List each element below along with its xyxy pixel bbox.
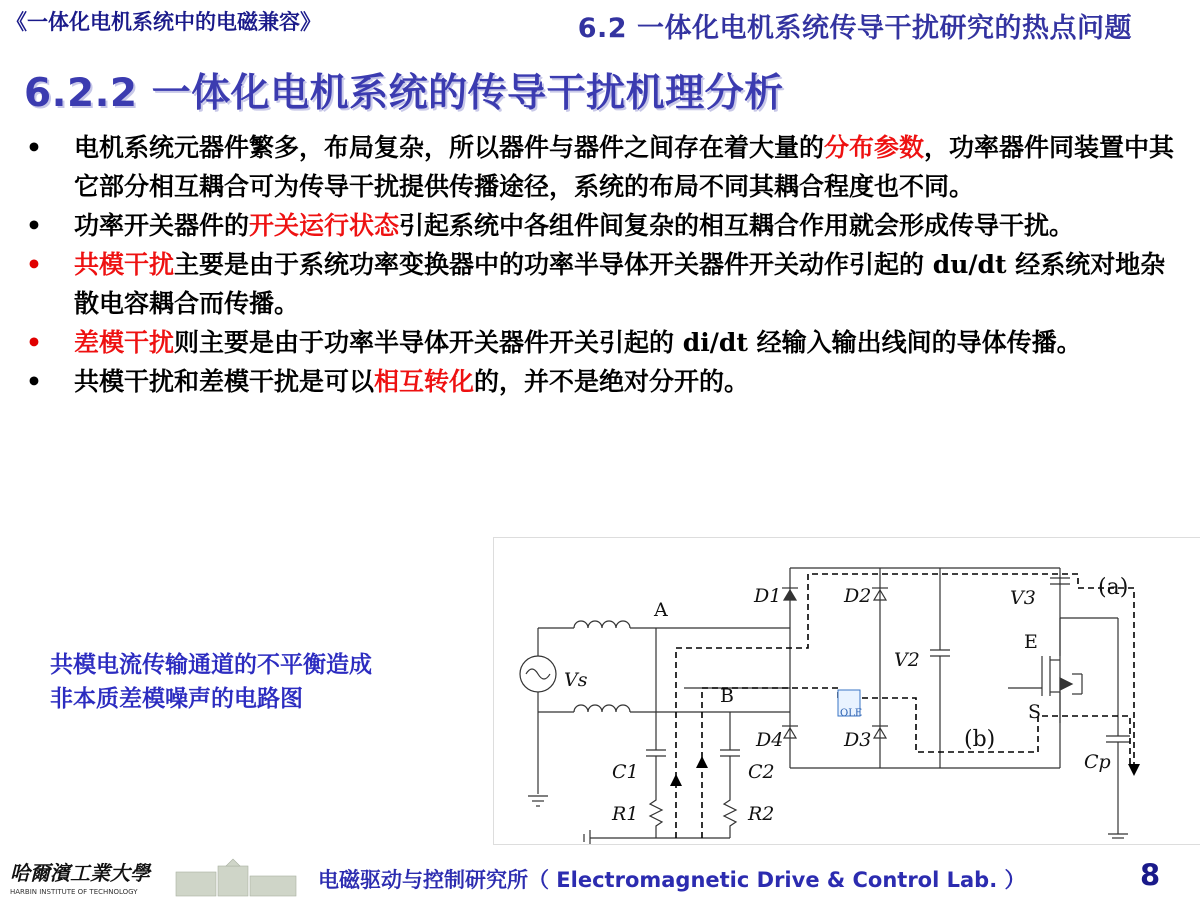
label-S: S	[1028, 701, 1042, 723]
inductor-top	[574, 621, 630, 628]
highlight-distributed-parameters: 分布参数	[824, 133, 925, 162]
bullet-dot: •	[26, 250, 42, 279]
label-R1: R1	[612, 803, 639, 825]
bullet-dot: •	[26, 367, 42, 396]
bullet-text: 经输入输出线间的导体传播。	[747, 328, 1082, 357]
bullet-item	[18, 206, 1183, 245]
header-section-title: 6.2 一体化电机系统传导干扰研究的热点问题	[577, 13, 1132, 44]
bullet-text: 引起系统中各组件间复杂的相互耦合作用就会形成传导干扰。	[399, 211, 1075, 240]
bullet-dot: •	[26, 211, 42, 240]
bullet-list	[18, 128, 1183, 401]
university-logo	[6, 858, 306, 898]
label-Vs: Vs	[564, 669, 588, 691]
label-C2: C2	[748, 761, 775, 783]
label-V3: V3	[1010, 587, 1036, 609]
header-course-title: 《一体化电机系统中的电磁兼容》	[6, 10, 321, 34]
bullet-dot: •	[26, 133, 42, 162]
highlight-differential-mode: 差模干扰	[74, 328, 175, 357]
formula-du-dt: du/dt	[932, 250, 1007, 279]
label-R2: R2	[748, 803, 775, 825]
highlight-mutual-conversion: 相互转化	[374, 367, 475, 396]
page-number: 8	[1140, 858, 1161, 892]
bullet-text: 则主要是由于功率半导体开关器件开关引起的	[174, 328, 683, 357]
label-D2: D2	[844, 585, 872, 607]
circuit-svg	[494, 538, 1200, 844]
label-V2: V2	[894, 649, 920, 671]
bullet-dot: •	[26, 328, 42, 357]
label-E: E	[1024, 631, 1038, 653]
label-D1: D1	[754, 585, 782, 607]
label-D4: D4	[756, 729, 784, 751]
highlight-switching-state: 开关运行状态	[249, 211, 400, 240]
bullet-text: 功率开关器件的	[74, 211, 250, 240]
bullet-item	[18, 362, 1183, 401]
caption-line: 共模电流传输通道的不平衡造成	[50, 652, 372, 678]
figure-caption	[50, 648, 372, 716]
bullet-item	[18, 245, 1183, 323]
logo-text-en: HARBIN INSTITUTE OF TECHNOLOGY	[10, 888, 138, 896]
inductor-bottom	[574, 705, 630, 712]
formula-di-dt: di/dt	[682, 328, 748, 357]
bullet-text: 电机系统元器件繁多，布局复杂，所以器件与器件之间存在着大量的	[74, 133, 825, 162]
label-path-a: (a)	[1098, 575, 1129, 600]
bullet-item	[18, 323, 1183, 362]
lab-name: 电磁驱动与控制研究所（ Electromagnetic Drive & Control Lab. ）	[318, 868, 1026, 892]
label-path-b: (b)	[964, 727, 996, 752]
circuit-diagram	[493, 537, 1200, 845]
highlight-common-mode: 共模干扰	[74, 250, 175, 279]
bullet-text: 的，并不是绝对分开的。	[474, 367, 750, 396]
bullet-text: 主要是由于系统功率变换器中的功率半导体开关器件开关动作引起的	[174, 250, 933, 279]
slide-title: 6.2.2 一体化电机系统的传导干扰机理分析	[24, 71, 784, 116]
logo-svg	[6, 858, 306, 898]
bullet-text: 经系统对地杂散电容耦合而传播。	[74, 250, 1166, 318]
node-label-A: A	[654, 599, 668, 621]
ole-label: OLE	[840, 708, 863, 719]
label-C1: C1	[612, 761, 639, 783]
label-Cp: Cp	[1084, 751, 1111, 773]
label-D3: D3	[844, 729, 872, 751]
bullet-item	[18, 128, 1183, 206]
node-label-B: B	[720, 685, 734, 707]
logo-text-cn: 哈爾濱工業大學	[10, 861, 150, 885]
caption-line: 非本质差模噪声的电路图	[50, 686, 303, 712]
bullet-text: 共模干扰和差模干扰是可以	[74, 367, 375, 396]
bullet-text: ，功率器件同装置中其它部分相互耦合可为传导干扰提供传播途径，系统的布局不同其耦合程度也不同。	[74, 133, 1175, 201]
